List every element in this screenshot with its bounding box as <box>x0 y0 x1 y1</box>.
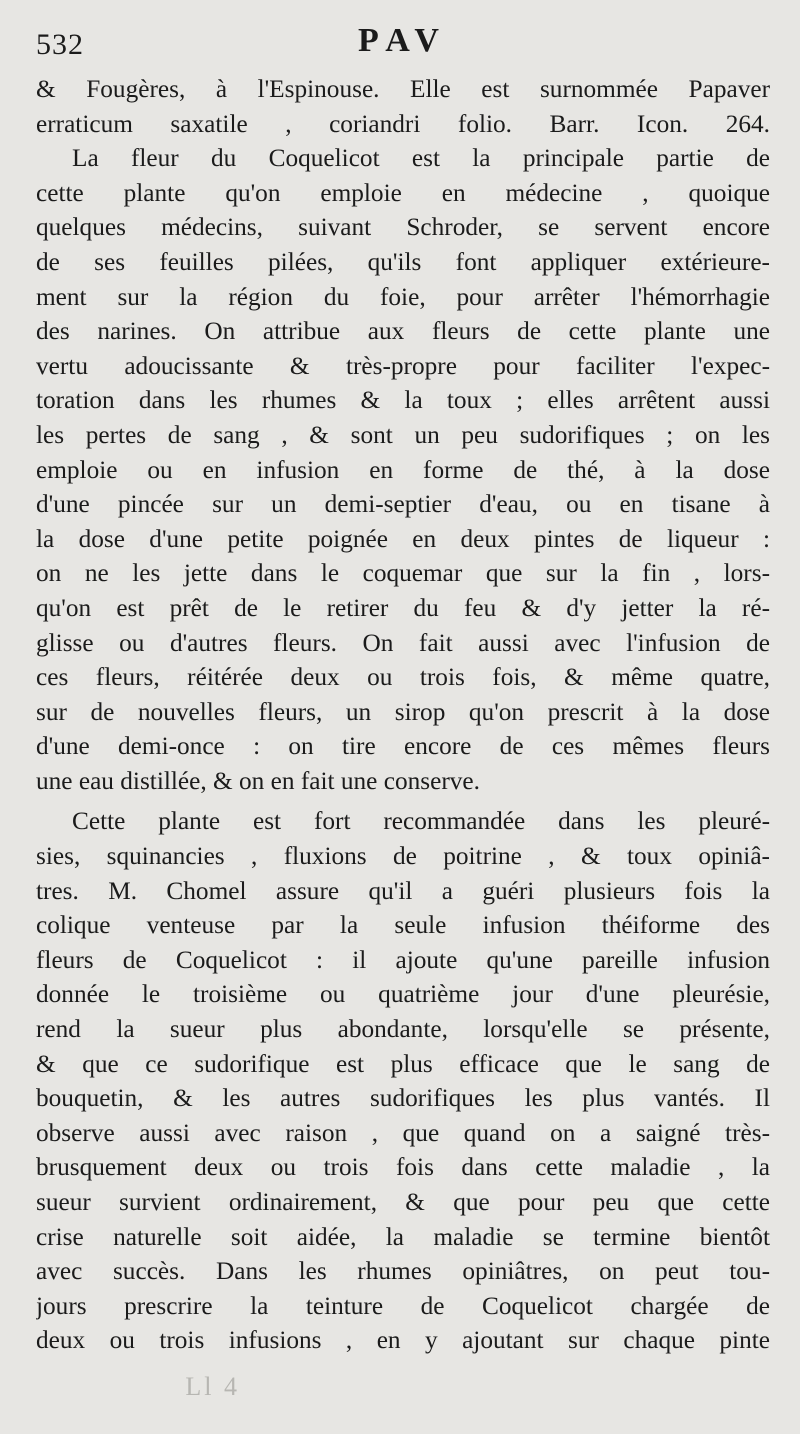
text-line: sies, squinancies , fluxions de poitrine , & toux opiniâ- <box>36 842 770 871</box>
text-line: erraticum saxatile , coriandri folio. Barr. Icon. 264. <box>36 109 770 138</box>
text-line: avec succès. Dans les rhumes opiniâtres, on peut tou- <box>36 1257 770 1286</box>
text-line: deux ou trois infusions , en y ajoutant sur chaque pinte <box>36 1326 770 1355</box>
text-line: quelques médecins, suivant Schroder, se servent encore <box>36 213 770 242</box>
text-line: donnée le troisième ou quatrième jour d'une pleurésie, <box>36 980 770 1009</box>
text-line: ment sur la région du foie, pour arrêter l'hémorrhagie <box>36 282 770 311</box>
text-line: fleurs de Coquelicot : il ajoute qu'une pareille infusion <box>36 945 770 974</box>
text-line: la dose d'une petite poignée en deux pintes de liqueur : <box>36 524 770 553</box>
text-line: glisse ou d'autres fleurs. On fait aussi avec l'infusion de <box>36 628 770 657</box>
text-line: de ses feuilles pilées, qu'ils font appliquer extérieure- <box>36 247 770 276</box>
text-line: & Fougères, à l'Espinouse. Elle est surnommée Papaver <box>36 75 770 103</box>
text-line: brusquement deux ou trois fois dans cette maladie , la <box>36 1153 770 1182</box>
text-line: cette plante qu'on emploie en médecine , quoique <box>36 178 770 207</box>
text-line: emploie ou en infusion en forme de thé, à la dose <box>36 455 770 484</box>
signature-mark: Ll 4 <box>185 1372 240 1401</box>
text-line: les pertes de sang , & sont un peu sudorifiques ; on les <box>36 420 770 449</box>
text-line: toration dans les rhumes & la toux ; elles arrêtent aussi <box>36 386 770 415</box>
text-line: jours prescrire la teinture de Coquelicot chargée de <box>36 1291 770 1320</box>
text-line: on ne les jette dans le coquemar que sur la fin , lors- <box>36 559 770 588</box>
running-head: PAV <box>358 22 448 59</box>
text-line: vertu adoucissante & très-propre pour faciliter l'expec- <box>36 351 770 380</box>
text-line: rend la sueur plus abondante, lorsqu'elle se présente, <box>36 1015 770 1044</box>
paragraph-start-line: Cette plante est fort recommandée dans les pleuré- <box>72 807 770 836</box>
text-line: sueur survient ordinairement, & que pour peu que cette <box>36 1188 770 1216</box>
page-header <box>36 22 770 62</box>
body-text <box>36 72 770 1358</box>
text-line: des narines. On attribue aux fleurs de cette plante une <box>36 317 770 346</box>
text-line: & que ce sudorifique est plus efficace que le sang de <box>36 1049 770 1078</box>
text-line: sur de nouvelles fleurs, un sirop qu'on prescrit à la dose <box>36 697 770 726</box>
text-line: d'une demi-once : on tire encore de ces mêmes fleurs <box>36 732 770 761</box>
text-line: ces fleurs, réitérée deux ou trois fois, & même quatre, <box>36 663 770 692</box>
text-line: observe aussi avec raison , que quand on a saigné très- <box>36 1118 770 1147</box>
text-line: tres. M. Chomel assure qu'il a guéri plusieurs fois la <box>36 876 770 905</box>
page-number: 532 <box>36 28 84 61</box>
text-line: bouquetin, & les autres sudorifiques les plus vantés. Il <box>36 1084 770 1113</box>
paragraph-end-line: une eau distillée, & on en fait une conserve. <box>36 766 480 795</box>
text-line: colique venteuse par la seule infusion théiforme des <box>36 911 770 940</box>
text-line: d'une pincée sur un demi-septier d'eau, ou en tisane à <box>36 490 770 519</box>
text-line: crise naturelle soit aidée, la maladie se termine bientôt <box>36 1222 770 1251</box>
paragraph-start-line: La fleur du Coquelicot est la principale partie de <box>72 144 770 173</box>
text-line: qu'on est prêt de le retirer du feu & d'y jetter la ré- <box>36 593 770 622</box>
